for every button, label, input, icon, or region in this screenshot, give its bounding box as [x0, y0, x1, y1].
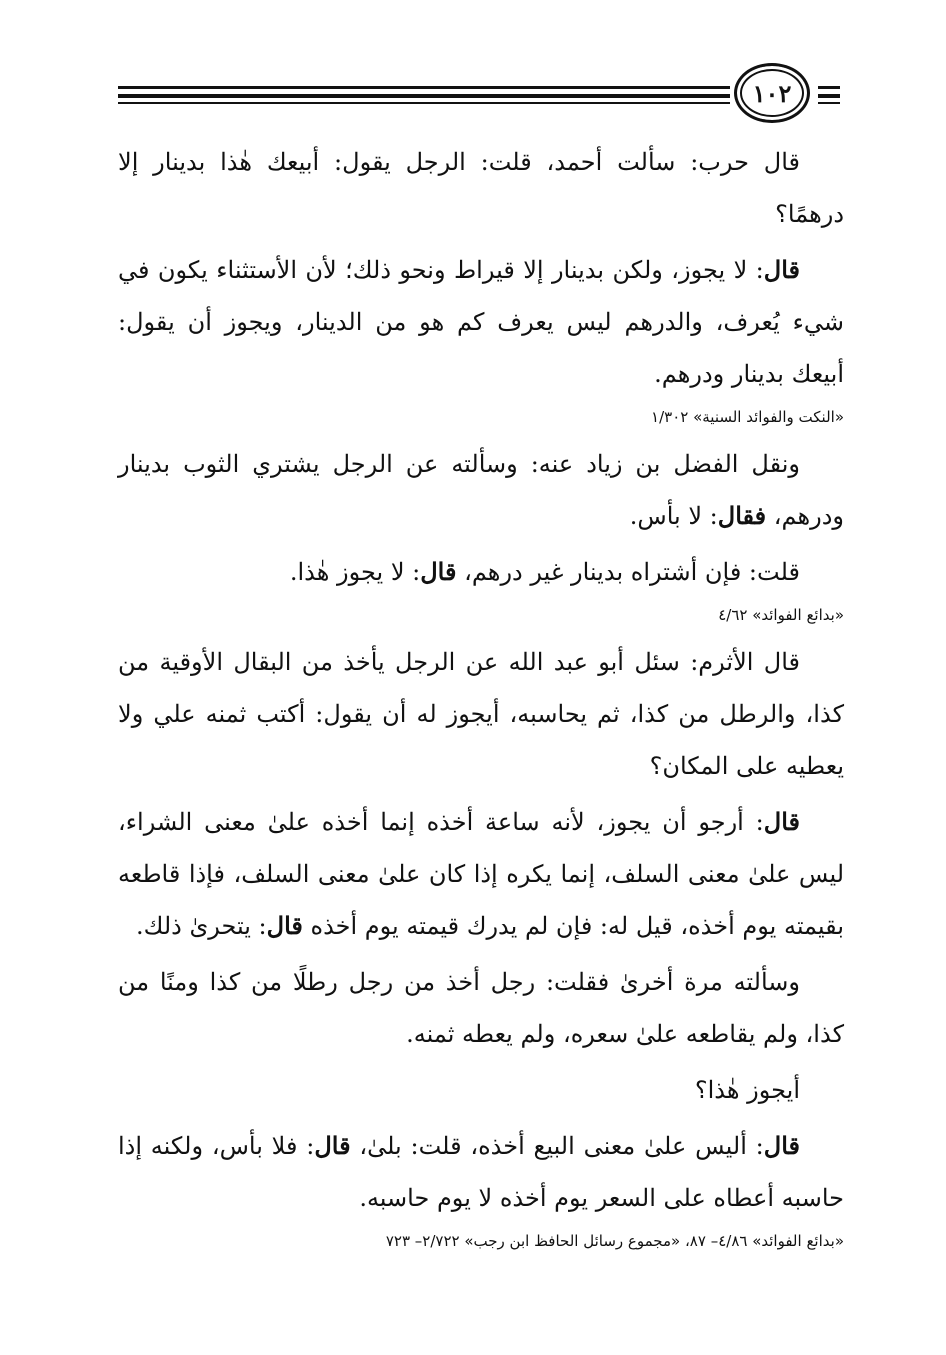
text-paragraph [118, 956, 844, 1060]
text-paragraph [118, 1120, 844, 1224]
speaker-keyword: قال [763, 255, 800, 284]
paragraph-text: أيجوز هٰذا؟ [694, 1076, 800, 1104]
text-paragraph [118, 546, 844, 598]
text-paragraph [118, 636, 844, 792]
source-citation: «بدائع الفوائد» ٤/٨٦– ٨٧، «مجموع رسائل الحافظ ابن رجب» ٢/٧٢٢– ٧٢٣ [385, 1232, 844, 1250]
paragraph-text: وسألته مرة أخرىٰ فقلت: رجل أخذ من رجل رطلًا من كذا ومنًا من كذا، ولم يقاطعه علىٰ سعره، ولم يعطه ثمنه. [118, 968, 844, 1048]
paragraph-text: : لا يجوز، ولكن بدينار إلا قيراط ونحو ذلك؛ لأن الأستثناء يكون في شيء يُعرف، والدرهم ليس يعرف كم هو من الدينار، ويجوز أن يقول: أبيعك بدينار ودرهم. [118, 256, 844, 388]
source-citation: «النكت والفوائد السنية» ١/٣٠٢ [651, 408, 844, 426]
paragraph-text: قال الأثرم: سئل أبو عبد الله عن الرجل يأخذ من البقال الأوقية من كذا، والرطل من كذا، ثم يحاسبه، أيجوز له أن يقول: أكتب ثمنه علي ولا يعطيه على المكان؟ [118, 648, 844, 780]
paragraph-text: : لا يجوز هٰذا. [289, 558, 421, 586]
paragraph-text: قال حرب: سألت أحمد، قلت: الرجل يقول: أبيعك هٰذا بدينار إلا درهمًا؟ [118, 148, 844, 228]
text-paragraph [118, 1064, 844, 1116]
speaker-keyword: قال [314, 1131, 351, 1160]
header-rule [118, 102, 730, 104]
header-rule [818, 94, 840, 98]
speaker-keyword: فقال [717, 501, 767, 530]
paragraph-text: ونقل الفضل بن زياد عنه: وسألته عن الرجل يشتري الثوب بدينار ودرهم، [118, 450, 844, 530]
paragraph-text: : لا بأس. [629, 502, 718, 530]
text-paragraph [118, 438, 844, 542]
speaker-keyword: قال [763, 1131, 800, 1160]
speaker-keyword: قال [420, 557, 457, 586]
page-header [0, 0, 946, 130]
speaker-keyword: قال [266, 911, 303, 940]
paragraph-text: : أليس علىٰ معنى البيع أخذه، قلت: بلىٰ، [350, 1132, 764, 1160]
speaker-keyword: قال [763, 807, 800, 836]
text-paragraph [118, 244, 844, 400]
paragraph-text: قلت: فإن أشتراه بدينار غير درهم، [456, 558, 800, 586]
page-body [118, 136, 844, 1262]
paragraph-text: : أرجو أن يجوز، لأنه ساعة أخذه إنما أخذه علىٰ معنى الشراء، ليس علىٰ معنى السلف، إنما يكره إذا كان علىٰ معنى السلف، فإذا قاطعه بقيمته يوم أخذه، قيل له: فإن لم يدرك قيمته يوم أخذه [118, 808, 844, 940]
text-paragraph [118, 796, 844, 952]
paragraph-text: : فلا بأس، ولكنه إذا حاسبه أعطاه على السعر يوم أخذه لا يوم حاسبه. [118, 1132, 844, 1212]
header-rule [118, 94, 730, 98]
source-citation: «بدائع الفوائد» ٤/٦٢ [718, 606, 844, 624]
header-rule [818, 102, 840, 104]
text-paragraph [118, 136, 844, 240]
page-number: ١٠٢ [734, 63, 810, 123]
header-rule [118, 86, 730, 89]
paragraph-text: : يتحرىٰ ذلك. [135, 912, 267, 940]
header-rule [818, 86, 840, 89]
